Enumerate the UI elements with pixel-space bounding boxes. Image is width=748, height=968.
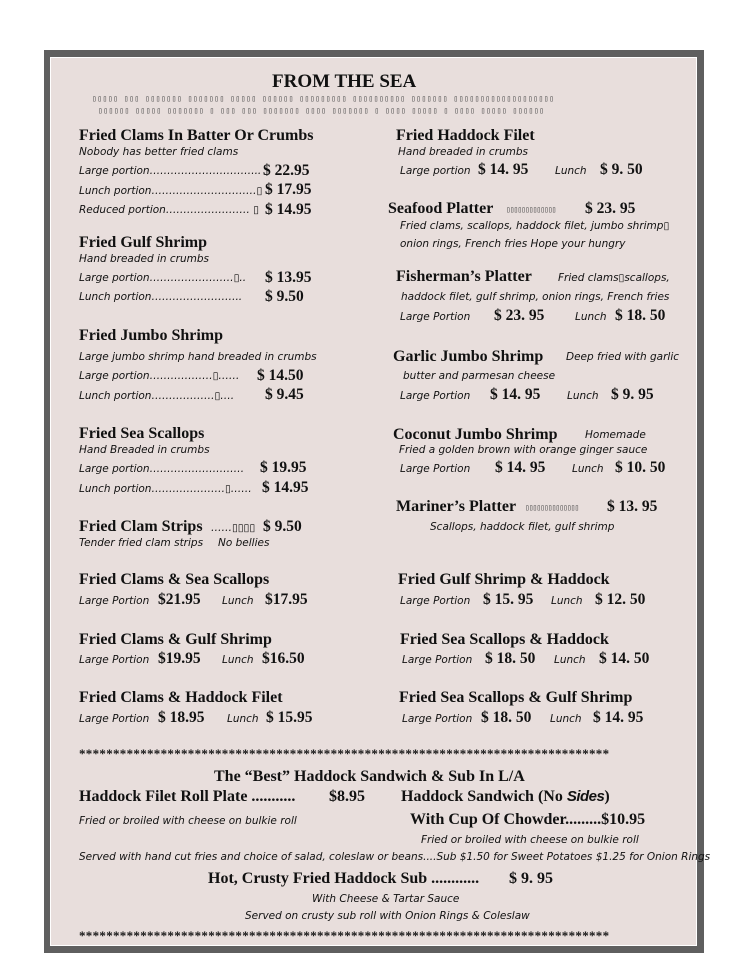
price: $ 14.50	[257, 367, 304, 384]
item-name: Coconut Jumbo Shrimp	[393, 426, 558, 443]
price: $16.50	[262, 650, 305, 667]
dot-leader: ▯▯▯▯▯▯▯▯▯▯▯▯▯▯	[525, 503, 579, 512]
price-row-label: Reduced portion…………………… ▯	[79, 204, 259, 216]
item-description: Tender fried clam strips	[79, 537, 204, 549]
price-row-label: Lunch	[567, 390, 599, 402]
price: $ 9.50	[263, 518, 302, 535]
combo-name: Fried Gulf Shrimp & Haddock	[398, 571, 610, 588]
dot-leader: ▯▯▯▯▯▯▯▯▯▯▯▯▯	[506, 205, 556, 214]
item-description: Fried or broiled with cheese on bulkie roll	[421, 834, 639, 846]
item-name: Mariner’s Platter	[396, 498, 517, 515]
item-name: Hot, Crusty Fried Haddock Sub ............	[208, 870, 480, 887]
item-description: Hand Breaded in crumbs	[79, 444, 210, 456]
item-description: Served on crusty sub roll with Onion Rings & Coleslaw	[245, 910, 530, 922]
price-row-label: Lunch	[555, 165, 587, 177]
item-description: Scallops, haddock filet, gulf shrimp	[430, 521, 615, 533]
price: $ 13. 95	[607, 498, 658, 515]
price: $ 9. 50	[600, 161, 643, 178]
item-name: Fisherman’s Platter	[396, 268, 532, 285]
price: $ 9.45	[265, 386, 304, 403]
price-row-label: Lunch	[575, 311, 607, 323]
price: $ 15.95	[266, 709, 313, 726]
price-row-label: Lunch	[550, 713, 582, 725]
item-description: onion rings, French fries Hope your hungry	[400, 238, 626, 250]
header-subtext-line-2: ▯▯▯▯▯▯ ▯▯▯▯▯ ▯▯▯▯▯▯▯ ▯ ▯▯▯ ▯▯▯ ▯▯▯▯▯▯▯ ▯▯▯▯ ▯▯▯▯▯▯▯ ▯ ▯▯▯▯ ▯▯▯▯▯ ▯ ▯▯▯▯ ▯▯▯▯▯ ▯▯▯▯▯▯	[98, 106, 545, 115]
item-name-part: )	[604, 788, 610, 805]
item-description: With Cheese & Tartar Sauce	[312, 893, 460, 905]
price-row-label: Lunch	[554, 654, 586, 666]
price: $ 14. 95	[490, 386, 541, 403]
price-row-label: Large Portion	[400, 463, 471, 475]
price-row-label: Large Portion	[400, 595, 471, 607]
price: $ 18. 50	[615, 307, 666, 324]
price: $17.95	[265, 591, 308, 608]
price-row-label: Large portion…………………………..	[79, 165, 262, 177]
price-row-label: Large Portion	[400, 311, 471, 323]
item-description: Fried or broiled with cheese on bulkie roll	[79, 815, 297, 827]
price: $ 15. 95	[483, 591, 534, 608]
price: $ 18. 50	[481, 709, 532, 726]
price: $ 12. 50	[595, 591, 646, 608]
star-divider: ******************************************************************************	[79, 928, 610, 943]
price: $ 14. 95	[495, 459, 546, 476]
combo-name: Fried Sea Scallops & Gulf Shrimp	[399, 689, 633, 706]
item-name: Fried Jumbo Shrimp	[79, 327, 224, 344]
price: $ 17.95	[265, 181, 312, 198]
price-row-label: Large Portion	[400, 390, 471, 402]
price: $ 18.95	[158, 709, 205, 726]
price-row-label: Lunch	[551, 595, 583, 607]
combo-name: Fried Clams & Haddock Filet	[79, 689, 283, 706]
item-description: Fried a golden brown with orange ginger sauce	[399, 444, 648, 456]
item-name	[401, 788, 610, 806]
price-row-label: Lunch portion………………▯….	[79, 390, 235, 402]
price: $ 14. 95	[478, 161, 529, 178]
price-row-label: Large Portion	[79, 713, 150, 725]
price: $ 14. 50	[599, 650, 650, 667]
item-description: Nobody has better fried clams	[79, 146, 239, 158]
price: $ 23. 95	[494, 307, 545, 324]
price-row-label: Lunch portion……………………..	[79, 291, 243, 303]
page-title: FROM THE SEA	[272, 71, 417, 92]
item-name-emphasis: Sides	[566, 788, 605, 805]
price-row-label: Lunch	[222, 654, 254, 666]
item-name: Fried Clam Strips	[79, 518, 203, 535]
price: $19.95	[158, 650, 201, 667]
item-name: Seafood Platter	[388, 200, 494, 217]
price-row-label: Large portion………………▯……	[79, 370, 240, 382]
item-description: Hand breaded in crumbs	[79, 253, 210, 265]
price-row-label: Large portion………………………	[79, 463, 245, 475]
item-description: Fried clams, scallops, haddock filet, jumbo shrimp▯	[400, 220, 670, 232]
price: $ 19.95	[260, 459, 307, 476]
price: $ 14.95	[262, 479, 309, 496]
item-name: Garlic Jumbo Shrimp	[393, 348, 544, 365]
price: $ 14.95	[265, 201, 312, 218]
item-name: Fried Haddock Filet	[396, 127, 535, 144]
price: $ 22.95	[263, 162, 310, 179]
item-description: Homemade	[585, 429, 646, 441]
price: $ 9. 95	[509, 870, 553, 887]
combo-name: Fried Clams & Gulf Shrimp	[79, 631, 272, 648]
price-row-label: Large Portion	[402, 713, 473, 725]
price: $21.95	[158, 591, 201, 608]
price: $ 9.50	[265, 288, 304, 305]
price-row-label: Lunch	[222, 595, 254, 607]
price: $ 18. 50	[485, 650, 536, 667]
item-name: With Cup Of Chowder.........$10.95	[410, 811, 646, 828]
price-row-label: Large Portion	[402, 654, 473, 666]
star-divider: ******************************************************************************	[79, 746, 610, 761]
item-description: butter and parmesan cheese	[403, 370, 556, 382]
price-row-label: Lunch	[227, 713, 259, 725]
price: $8.95	[329, 788, 365, 805]
header-subtext-line-1: ▯▯▯▯▯ ▯▯▯ ▯▯▯▯▯▯▯ ▯▯▯▯▯▯▯ ▯▯▯▯▯ ▯▯▯▯▯▯ ▯▯▯▯▯▯▯▯▯ ▯▯▯▯▯▯▯▯▯▯ ▯▯▯▯▯▯▯ ▯▯▯▯▯▯▯▯▯▯▯▯▯▯▯▯▯▯▯	[92, 94, 555, 103]
price: $ 14. 95	[593, 709, 644, 726]
item-name: Fried Clams In Batter Or Crumbs	[79, 127, 314, 144]
item-description: Deep fried with garlic	[566, 351, 680, 363]
price-row-label: Large Portion	[79, 654, 150, 666]
price-row-label: Large Portion	[79, 595, 150, 607]
price: $ 10. 50	[615, 459, 666, 476]
item-name-part: Haddock Sandwich (No	[401, 788, 567, 805]
price-row-label: Large portion	[400, 165, 471, 177]
price: $ 9. 95	[611, 386, 654, 403]
item-description: Hand breaded in crumbs	[398, 146, 529, 158]
note-text: Served with hand cut fries and choice of salad, coleslaw or beans....Sub $1.50 for Sweet Potatoes $1.25 for Onion Rings	[79, 851, 711, 863]
price: $ 13.95	[265, 269, 312, 286]
price-row-label: Lunch portion…………………………▯	[79, 185, 263, 197]
item-name: Fried Gulf Shrimp	[79, 234, 208, 251]
combo-name: Fried Sea Scallops & Haddock	[400, 631, 609, 648]
price: $ 23. 95	[585, 200, 636, 217]
section-heading: The “Best” Haddock Sandwich & Sub In L/A	[214, 768, 525, 785]
combo-name: Fried Clams & Sea Scallops	[79, 571, 270, 588]
item-description: haddock filet, gulf shrimp, onion rings, French fries	[401, 291, 670, 303]
item-name: Haddock Filet Roll Plate ...........	[79, 788, 296, 805]
item-name: Fried Sea Scallops	[79, 425, 205, 442]
item-description: Large jumbo shrimp hand breaded in crumbs	[79, 351, 317, 363]
item-description: No bellies	[218, 537, 270, 549]
dot-leader: ……▯▯▯▯	[211, 522, 256, 534]
price-row-label: Large portion……………………▯..	[79, 272, 247, 284]
price-row-label: Lunch	[572, 463, 604, 475]
item-description: Fried clams▯scallops,	[558, 272, 670, 284]
price-row-label: Lunch portion…………………▯……	[79, 483, 252, 495]
